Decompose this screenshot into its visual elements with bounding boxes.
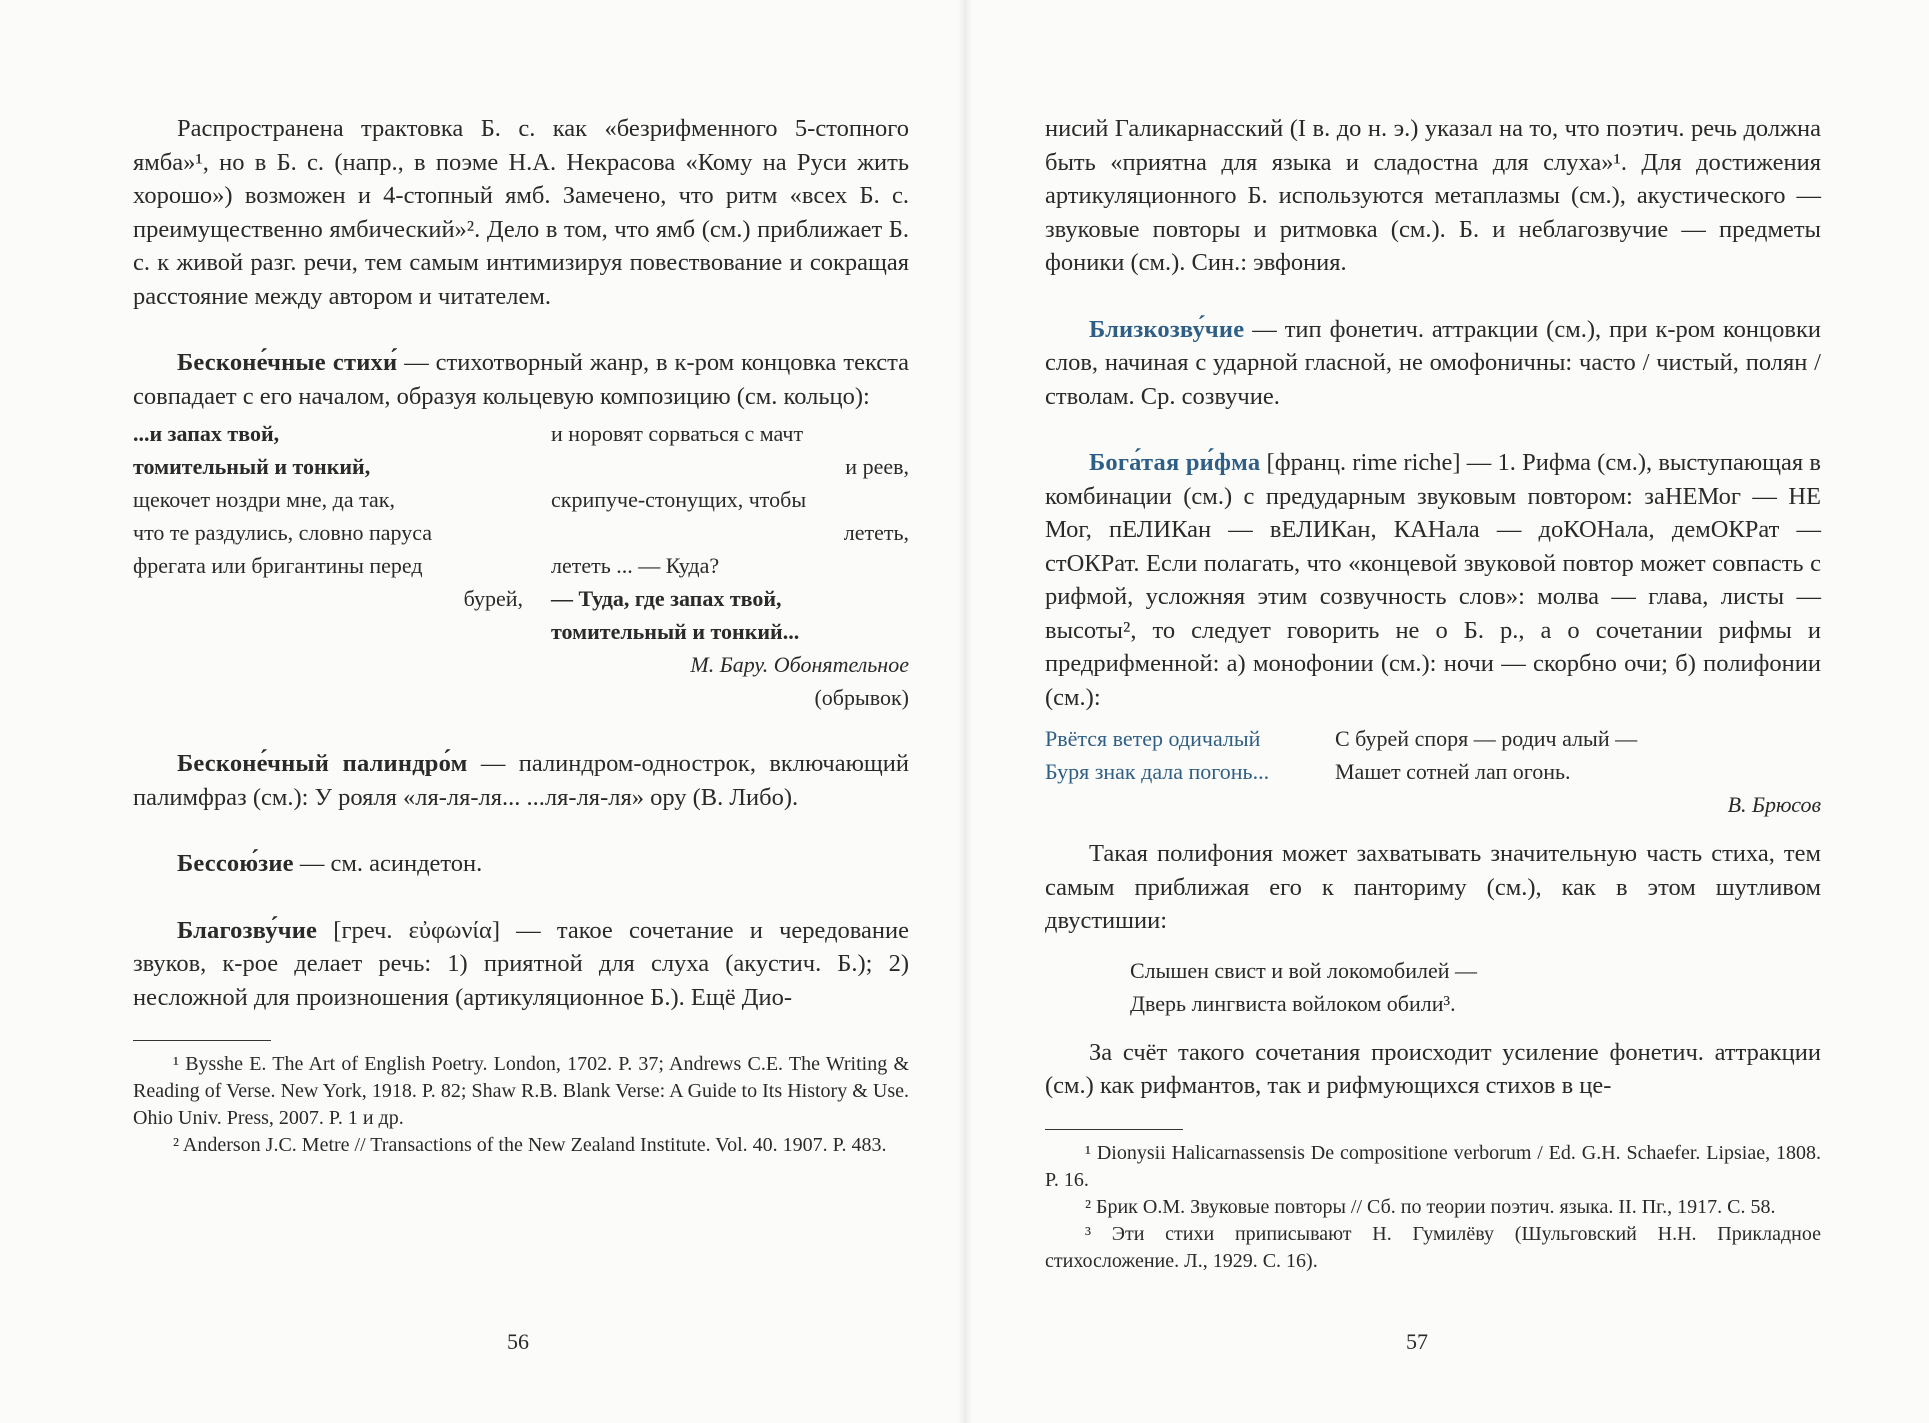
poem-line: бурей, — [463, 586, 523, 611]
poem-line: ...и запах твой, — [133, 421, 280, 446]
page-number: 57 — [1406, 1329, 1428, 1354]
headword: Бога́тая ри́фма — [1089, 449, 1261, 476]
entry-beskonechnye-stikhi — [133, 346, 909, 413]
entry-text: [греч. εὐφωνία] — такое сочетание и чередование звуков, к-рое делает речь: 1) приятной для слуха (акустич. Б.); 2) несложной для произношения (артикуляционное Б.). Ещё Дио- — [133, 916, 909, 1011]
poem-line: скрипуче-стонущих, чтобы — [551, 487, 807, 512]
poem-line: С бурей споря — родич алый — — [1335, 726, 1638, 751]
entry-blizkozvuchie — [1045, 313, 1821, 414]
entry-bogataya-rifma — [1045, 446, 1821, 714]
right-page — [965, 0, 1929, 1423]
poem-attribution: М. Бару. Обонятельное — [690, 652, 909, 677]
poem-line: что те раздулись, словно паруса — [133, 520, 433, 545]
right-paragraph-3: За счёт такого сочетания происходит усиление фонетич. аттракции (см.) как рифмантов, так и рифмующихся стихов в це- — [1045, 1038, 1821, 1099]
footnote-2: ² Брик О.М. Звуковые повторы // Сб. по теории поэтич. языка. II. Пг., 1917. С. 58. — [1085, 1195, 1776, 1218]
poem-line: и норовят сорваться с мачт — [551, 421, 804, 446]
headword: Бесконе́чный палиндро́м — [177, 750, 468, 777]
poem-line: Слышен свист и вой локомобилей — — [1130, 957, 1478, 983]
headword: Бессою́зие — [177, 850, 294, 877]
entry-text: — см. асиндетон. — [293, 850, 483, 877]
left-paragraph-1: Распространена трактовка Б. с. как «безрифменного 5-стопного ямба»¹, но в Б. с. (напр., в поэме Н.А. Некрасова «Кому на Руси жить хорошо») возможен и 4-стопный ямб. Замечено, что ритм «всех Б. с. преимущественно ямбический»². Дело в том, что ямб (см.) приближает Б. с. к живой разг. речи, тем самым интимизируя повествование и сокращая расстояние между автором и читателем. — [133, 115, 909, 310]
poem-line: Дверь лингвиста войлоком обили³. — [1130, 990, 1456, 1016]
footnote-1: ¹ Dionysii Halicarnassensis De compositione verborum / Ed. G.H. Schaefer. Lipsiae, 1808. P. 16. — [1045, 1141, 1821, 1191]
footnotes — [133, 1051, 909, 1159]
entry-text: — стихотворный жанр, в к-ром концовка текста совпадает с его началом, образуя кольцевую композицию (см. кольцо): — [133, 349, 909, 410]
right-paragraph-2: Такая полифония может захватывать значительную часть стиха, тем самым приближая его к панториму (см.), как в этом шутливом двустишии: — [1045, 840, 1821, 934]
entry-blagozvuchie — [133, 914, 909, 1015]
footnote-3: ³ Эти стихи приписывают Н. Гумилёву (Шульговский Н.Н. Прикладное стихосложение. Л., 1929. С. 16). — [1045, 1222, 1821, 1272]
entry-beskonechny-palindrom — [133, 747, 909, 814]
poem-left-column — [133, 417, 551, 714]
poem-row — [1045, 755, 1821, 788]
entry-bessoyuzie — [133, 847, 909, 881]
poem-attribution-note: (обрывок) — [814, 685, 909, 710]
footnote-divider — [1045, 1129, 1183, 1130]
poem-line: Рвётся ветер одичалый — [1045, 726, 1261, 751]
entry-text: — тип фонетич. аттракции (см.), при к-ром концовки слов, начиная с ударной гласной, не омофоничны: часто / чистый, полян / стволам. Ср. созвучие. — [1045, 315, 1821, 410]
poem-line: Машет сотней лап огонь. — [1335, 759, 1571, 784]
poem-attribution: В. Брюсов — [1727, 792, 1821, 817]
poem-line: — Туда, где запах твой, — [551, 586, 782, 611]
right-paragraph-1: нисий Галикарнасский (I в. до н. э.) указал на то, что поэтич. речь должна быть «приятна для языка и сладостна для слуха»¹. Для достижения артикуляционного Б. используются метаплазмы (см.), акустического — звуковые повторы и ритмовка (см.). Б. и неблагозвучие — предметы фоники (см.). Син.: эвфония. — [1045, 115, 1821, 276]
poem-line: томительный и тонкий... — [551, 619, 800, 644]
poem-line: и реев, — [845, 454, 909, 479]
poem-right-column — [551, 417, 909, 714]
poem-line: томительный и тонкий, — [133, 454, 371, 479]
poem-line: лететь, — [843, 520, 909, 545]
page-number: 56 — [507, 1329, 529, 1354]
footnote-1: ¹ Bysshe E. The Art of English Poetry. London, 1702. P. 37; Andrews C.E. The Writing & Reading of Verse. New York, 1918. P. 82; Shaw R.B. Blank Verse: A Guide to Its History & Use. Ohio Univ. Press, 2007. P. 1 и др. — [133, 1053, 909, 1129]
entry-text: [франц. rime riche] — 1. Рифма (см.), выступающая в комбинации (см.) с предударным звуковым повтором: заНЕМог — НЕ Мог, пЕЛИКан — вЕЛИКан, КАНала — доКОНала, демОКРат — стОКРат. Если полагать, что «концевой звуковой повтор может совпасть с рифмой, усложняя этим созвучность слов»: молва — глава, листы — высоты², то следует говорить не о Б. р., а о сочетании рифмы и предрифменной: а) монофонии (см.): ночи — скорбно очи; б) полифонии (см.): — [1045, 449, 1821, 711]
footnote-2: ² Anderson J.C. Metre // Transactions of the New Zealand Institute. Vol. 40. 1907. P. 483. — [173, 1134, 887, 1156]
poem-baru — [133, 417, 909, 714]
right-text-column — [1045, 112, 1821, 1275]
entry-text: — палиндром-однострок, включающий палимфраз (см.): У рояля «ля-ля-ля... ...ля-ля-ля» ору (В. Либо). — [133, 750, 909, 811]
poem-bryusov — [1045, 722, 1821, 821]
poem-line: фрегата или бригантины перед — [133, 553, 423, 578]
footnote-divider — [133, 1040, 271, 1041]
poem-line: Буря знак дала погонь... — [1045, 759, 1270, 784]
poem-line: щекочет ноздри мне, да так, — [133, 487, 395, 512]
poem-line: лететь ... — Куда? — [551, 553, 720, 578]
headword: Благозву́чие — [177, 916, 318, 944]
headword: Бесконе́чные стихи́ — [177, 349, 398, 376]
distich — [1045, 954, 1821, 1020]
left-text-column — [133, 112, 909, 1159]
headword: Близкозву́чие — [1089, 315, 1245, 343]
poem-row — [1045, 722, 1821, 755]
footnotes — [1045, 1140, 1821, 1275]
